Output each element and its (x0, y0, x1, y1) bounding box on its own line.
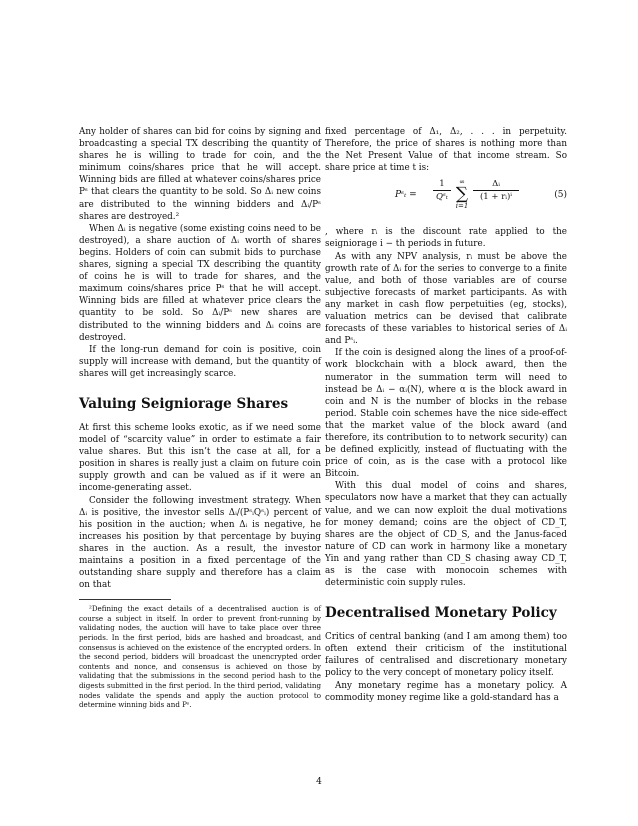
paragraph: At first this scheme looks exotic, as if we need some model of “scarcity value” in order to estimate a fair value shares. But this isn’t the case at all, for a position in shares is really just a claim on future coin supply growth and can be valued as if it were an income-generating asset. (79, 422, 321, 494)
footnote-rule (79, 599, 171, 600)
equation-number: (5) (554, 190, 567, 201)
right-column (325, 126, 567, 704)
paragraph: , where rᵢ is the discount rate applied to the seigniorage i − th periods in future. (325, 227, 567, 250)
paragraph: Any holder of shares can bid for coins by signing and broadcasting a special TX describing the quantity of shares he is willing to trade for coin, and the minimum coins/shares price that he will accept. Winning bids are filled at whatever coins/shares price Pˢ that clears the quantity to be sold. So Δᵢ new coins are distributed to the winning bidders and Δᵢ/Pˢ shares are destroyed.² (79, 127, 321, 222)
equation (325, 178, 567, 222)
paragraph: If the coin is designed along the lines of a proof-of-work blockchain with a block award, then the numerator in the summation term will need to instead be Δᵢ − αᵢ(N), where α is the block award in coin and N is the number of blocks in the rebase period. Stable coin schemes have the nice side-effect that the market value of the block award (and therefore, its contribution to to network security) can be defined explicitly, instead of fluctuating with the price of coin, as is the case with a protocol like Bitcoin. (325, 348, 567, 480)
fraction-denominator: Qˢₜ (436, 192, 448, 203)
fraction-denominator: (1 + rᵢ)ⁱ (479, 192, 513, 203)
equation-fraction (433, 179, 451, 202)
section-heading: Decentralised Monetary Policy (325, 605, 557, 622)
paragraph: As with any NPV analysis, rᵢ must be above the growth rate of Δᵢ for the series to converge to a finite value, and both of those variables are of course subjective forecasts of market participants. As with any market in cash flow perpetuities (eg, stocks), valuation metrics can be devised that calibrate forecasts of these variables to historical series of Δᵢ and Pˢᵢ. (325, 251, 567, 347)
section-heading: Valuing Seigniorage Shares (79, 395, 289, 412)
paragraph: When Δᵢ is negative (some existing coins need to be destroyed), a share auction of Δᵢ worth of shares begins. Holders of coin can submit bids to purchase shares, signing a special TX describing the quantity of coins he is will to trade for shares, and the maximum coins/shares price Pˢ that he will accept. Winning bids are filled at whatever price clears the quantity to be sold. So Δᵢ/Pˢ new shares are distributed to the winning bidders and Δᵢ coins are destroyed. (79, 223, 321, 343)
fraction-bar (433, 190, 451, 191)
footnote: ²Defining the exact details of a decentralised auction is of course a subject in itself. In order to prevent front-running by validating nodes, the auction will have to take place over three periods. In the first period, bids are hashed and broadcast, and consensus is achieved on the existence of the encrypted orders. In the second period, bidders will broadcast the unencrypted order contents and nonce, and consensus is achieved on those by validating that the submissions in the second period hash to the digests submitted in the first period. In the third period, validating nodes validate the spends and apply the auction protocol to determine winning bids and Pˢ. (79, 604, 321, 710)
left-column (79, 126, 321, 710)
summation (452, 178, 472, 210)
paragraph: fixed percentage of Δ₁, Δ₂, . . . in perpetuity. Therefore, the price of shares is nothing more than the Net Present Value of that income stream. So share price at time t is: (325, 127, 567, 174)
paragraph: If the long-run demand for coin is positive, coin supply will increase with demand, but the quantity of shares will get increasingly scarce. (79, 344, 321, 379)
fraction-numerator: 1 (439, 179, 445, 190)
summation-top: ∞ (459, 178, 465, 187)
fraction-numerator: Δᵢ (492, 179, 500, 190)
paragraph: Consider the following investment strategy. When Δᵢ is positive, the investor sells Δᵢ/(PˢᵢQˢᵢ) percent of his position in the auction; when Δᵢ is negative, he increases his position by that percentage by buying shares in the auction. As a result, the investor maintains a position in a fixed percentage of the outstanding share supply and therefore has a claim on that (79, 495, 321, 591)
page-number: 4 (316, 777, 322, 787)
summation-bottom: i=1 (455, 202, 469, 211)
summation-symbol: ∑ (455, 184, 469, 205)
equation-fraction (473, 179, 519, 202)
paragraph: Critics of central banking (and I am among them) too often extend their criticism of the institutional failures of centralised and discretionary monetary policy to the very concept of monetary policy itself. (325, 632, 567, 679)
paragraph: With this dual model of coins and shares, speculators now have a market that they can actually value, and we can now exploit the dual motivations for money demand; coins are the object of CD_T, shares are the object of CD_S, and the Janus-faced nature of CD can work in harmony like a monetary Yin and yang rather than CD_S chasing away CD_T, as is the case with monocoin schemes with deterministic coin supply rules. (325, 481, 567, 589)
paragraph: Any monetary regime has a monetary policy. A commodity money regime like a gold-standard has a (325, 680, 567, 703)
equation-lhs: Pˢₜ = (395, 190, 417, 201)
